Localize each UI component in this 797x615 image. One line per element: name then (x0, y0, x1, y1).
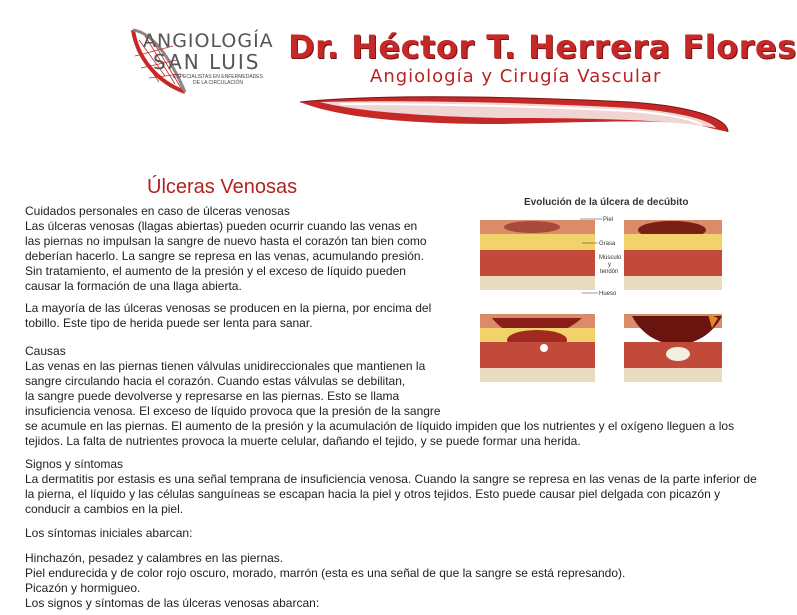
text-line: sangre circulando hacia el corazón. Cuando estas válvulas se debilitan, (25, 374, 406, 388)
text-line: La mayoría de las úlceras venosas se producen en la pierna, por encima del (25, 301, 432, 315)
specialty: Angiología y Cirugía Vascular (370, 66, 662, 87)
list-item: Picazón y hormigueo. (25, 581, 141, 595)
logo-line1: ANGIOLOGÍA (143, 30, 274, 52)
text-line: insuficiencia venosa. El exceso de líquido provoca que la presión de la sangre (25, 404, 441, 418)
figure-title: Evolución de la úlcera de decúbito (524, 197, 689, 208)
label-musculo2: y (608, 262, 611, 268)
label-musculo1: Músculo (599, 255, 622, 261)
text-line: conducir a cambios en la piel. (25, 502, 184, 516)
list-item: Hinchazón, pesadez y calambres en las piernas. (25, 551, 284, 565)
ulcer-stage-1 (480, 220, 595, 290)
location-paragraph (25, 301, 431, 331)
logo-line2: SAN LUIS (153, 50, 261, 74)
blood-vessel-illustration (300, 88, 730, 146)
logo-tagline2: DE LA CIRCULACIÓN (192, 80, 243, 86)
ulcer-stage-2 (624, 220, 722, 290)
text-line: deberían hacerlo. La sangre se represa en las venas, acumulando presión. (25, 249, 424, 263)
logo-tagline1: ESPECIALISTAS EN ENFERMEDADES (173, 74, 263, 80)
logo-tagline (173, 74, 263, 86)
text-line: la pierna, el líquido y las células sanguíneas se escapan hacia la piel y otros tejidos. Esto puede causar piel delgada con picazón y (25, 487, 721, 501)
section-heading-causes: Causas (25, 344, 66, 358)
causes-section (25, 344, 734, 449)
text-line: Las úlceras venosas (llagas abiertas) pueden ocurrir cuando las venas en (25, 219, 418, 233)
text-line: tobillo. Este tipo de herida puede ser lenta para sanar. (25, 316, 313, 330)
text-line: Cuidados personales en caso de úlceras venosas (25, 204, 290, 218)
label-hueso: Hueso (599, 291, 617, 297)
text-line: causar la formación de una llaga abierta. (25, 279, 242, 293)
article-title: Úlceras Venosas (147, 176, 298, 198)
label-grasa: Grasa (599, 241, 616, 247)
label-piel: Piel (603, 217, 614, 223)
text-line: las piernas no impulsan la sangre de nuevo hasta el corazón tan bien como (25, 234, 427, 248)
text-line: se acumule en las piernas. El aumento de la presión y la acumulación de líquido impiden que los nutrientes y el oxígeno lleguen a los (25, 419, 735, 433)
text-line: La dermatitis por estasis es una señal temprana de insuficiencia venosa. Cuando la sangre se represa en las venas de la parte inferior de (25, 472, 757, 486)
clinic-logo[interactable] (125, 26, 285, 96)
text-line: Sin tratamiento, el aumento de la presión y el exceso de líquido pueden (25, 264, 406, 278)
label-musculo3: tendón (600, 269, 619, 275)
initial-symptoms-heading: Los síntomas iniciales abarcan: (25, 526, 193, 540)
section-heading-signs: Signos y síntomas (25, 457, 124, 471)
doctor-name: Dr. Héctor T. Herrera Flores (288, 28, 797, 66)
text-line: la sangre puede devolverse y represarse en las piernas. Esto se llama (25, 389, 400, 403)
text-line: Las venas en las piernas tienen válvulas unidireccionales que mantienen la (25, 359, 426, 373)
initial-symptoms-list (25, 551, 625, 611)
text-line: tejidos. La falta de nutrientes provoca la muerte celular, dañando el tejido, y se puede formar una herida. (25, 434, 581, 448)
list-item: Piel endurecida y de color rojo oscuro, morado, marrón (esta es una señal de que la sangre se está represando). (25, 566, 626, 580)
intro-paragraph (25, 204, 427, 294)
list-item: Los signos y síntomas de las úlceras venosas abarcan: (25, 596, 320, 610)
signs-section (25, 457, 757, 517)
